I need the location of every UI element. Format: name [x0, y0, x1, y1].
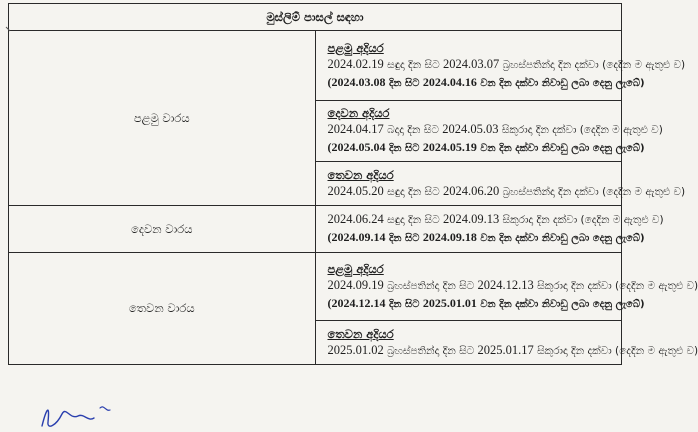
end-date: 2024.06.20 — [442, 183, 500, 198]
stage-heading: තෙවන අදියර — [327, 326, 394, 341]
holiday-line — [327, 295, 645, 313]
holiday-open-paren: ( — [327, 230, 332, 244]
stage-heading: තෙවන අදියර — [327, 167, 394, 182]
table-title: මුස්ලිම් පාසල් සඳහා — [9, 4, 622, 31]
holiday-tail: වන දින දක්වා නිවාඩු ලබා දෙනු ලැබේ) — [476, 143, 645, 154]
holiday-line — [327, 74, 645, 92]
holiday-start-date: 2024.09.14 — [331, 230, 386, 244]
date-tail: බ්‍රහස්පතින්දා දින දක්වා (දෙදින ම ඇතුළු ව) — [499, 185, 686, 198]
start-date: 2025.01.02 — [327, 342, 384, 357]
term1-stage2-cell — [315, 101, 663, 162]
term-label-third: තෙවන වාරය — [9, 253, 316, 365]
holiday-connector: දින සිට — [385, 77, 423, 89]
holiday-end-date: 2025.01.01 — [422, 295, 477, 310]
start-date: 2024.02.19 — [327, 56, 384, 71]
stage-dates-line — [327, 183, 686, 201]
stage-heading: පළමු අදියර — [327, 40, 384, 55]
stage-dates-line — [327, 211, 664, 229]
margin-mark-icon — [5, 26, 11, 32]
date-connector: බදාදා දින සිට — [383, 124, 443, 136]
stage-dates-line — [327, 121, 663, 139]
holiday-end-date: 2024.09.18 — [422, 230, 477, 244]
date-connector: සඳුදා දින සිට — [383, 58, 443, 71]
stage-heading: දෙවන අදියර — [327, 106, 390, 120]
holiday-connector: දින සිට — [385, 298, 423, 310]
holiday-tail: වන දින දක්වා නිවාඩු ලබා දෙනු ලැබේ) — [476, 298, 645, 310]
handwritten-signature-icon — [40, 396, 130, 432]
end-date: 2024.09.13 — [442, 212, 500, 226]
date-tail: සිකුරාදා දින දක්වා (දෙදින ම ඇතුළු ව) — [533, 344, 698, 357]
date-connector: සඳුදා දින සිට — [383, 214, 443, 226]
start-date: 2024.05.20 — [327, 183, 384, 198]
holiday-start-date: 2024.12.14 — [331, 295, 386, 310]
start-date: 2024.04.17 — [327, 122, 384, 136]
holiday-open-paren: ( — [327, 295, 332, 310]
end-date: 2024.03.07 — [442, 56, 500, 71]
date-connector: බ්‍රහස්පතින්දා දින සිට — [383, 279, 478, 292]
date-connector: බ්‍රහස්පතින්දා දින සිට — [383, 344, 478, 357]
start-date: 2024.09.19 — [327, 277, 384, 292]
date-tail: සිකුරාදා දින දක්වා (දෙදින ම ඇතුළු ව) — [499, 214, 664, 226]
holiday-end-date: 2024.05.19 — [422, 140, 477, 154]
term1-stage1-cell — [315, 31, 686, 101]
term3-stage2-cell — [315, 321, 698, 365]
stage-dates-line — [327, 277, 698, 295]
holiday-open-paren: ( — [327, 74, 332, 89]
holiday-tail: වන දින දක්වා නිවාඩු ලබා දෙනු ලැබේ) — [476, 233, 645, 244]
date-tail: සිකුරාදා දින දක්වා (දෙදින ම ඇතුළු ව) — [533, 279, 698, 292]
school-term-table — [8, 3, 698, 365]
holiday-open-paren: ( — [327, 140, 332, 154]
date-tail: සිකුරාදා දින දක්වා (දෙදින ම ඇතුළු ව) — [498, 124, 663, 136]
holiday-connector: දින සිට — [385, 233, 423, 244]
term-label-second: දෙවන වාරය — [9, 206, 316, 253]
term1-stage3-cell — [315, 162, 686, 206]
holiday-line — [327, 229, 645, 247]
holiday-line — [327, 139, 645, 157]
stage-dates-line — [327, 56, 686, 74]
holiday-start-date: 2024.05.04 — [331, 140, 386, 154]
date-tail: බ්‍රහස්පතින්දා දින දක්වා (දෙදින ම ඇතුළු ව) — [499, 58, 686, 71]
holiday-end-date: 2024.04.16 — [422, 74, 477, 89]
stage-dates-line — [327, 342, 698, 360]
holiday-connector: දින සිට — [385, 143, 423, 154]
term-label-first: පළමු වාරය — [9, 31, 316, 206]
end-date: 2024.05.03 — [442, 122, 499, 136]
term3-stage1-cell — [315, 253, 698, 321]
term2-cell — [315, 206, 664, 253]
stage-heading: පළමු අදියර — [327, 261, 384, 276]
date-connector: සඳුදා දින සිට — [383, 185, 443, 198]
end-date: 2024.12.13 — [477, 277, 534, 292]
start-date: 2024.06.24 — [327, 212, 384, 226]
holiday-tail: වන දින දක්වා නිවාඩු ලබා දෙනු ලැබේ) — [476, 77, 645, 89]
holiday-start-date: 2024.03.08 — [331, 74, 386, 89]
end-date: 2025.01.17 — [477, 342, 534, 357]
